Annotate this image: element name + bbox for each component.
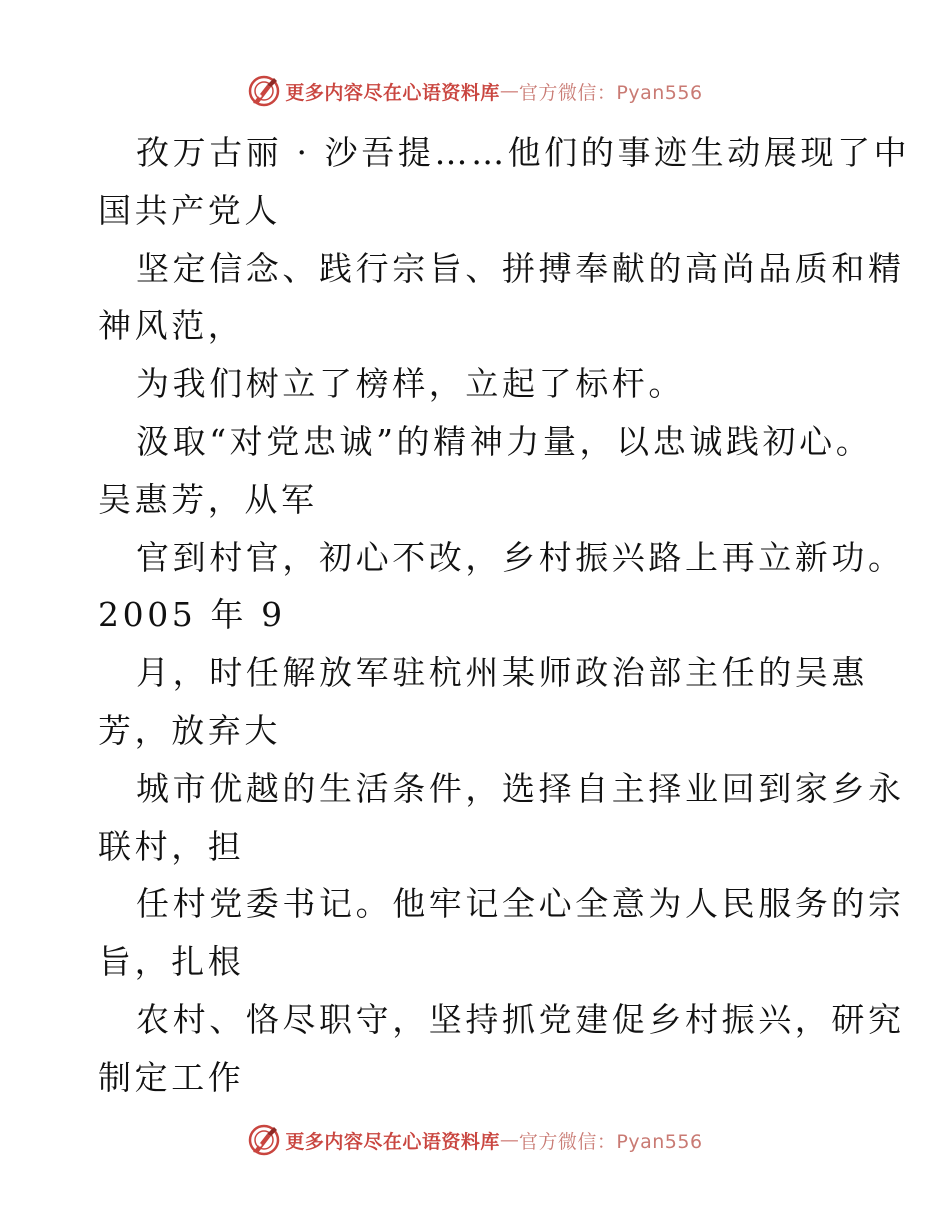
text-line: 国共产党人 <box>98 190 281 230</box>
text-line: 官到村官，初心不改，乡村振兴路上再立新功。 <box>136 537 905 577</box>
text-line: 月，时任解放军驻杭州某师政治部主任的吴惠 <box>136 653 868 693</box>
footer-banner <box>0 1120 950 1160</box>
text-line: 联村，担 <box>98 826 245 866</box>
footer-dash: — <box>499 1129 519 1151</box>
text-line: 吴惠芳，从军 <box>98 479 318 519</box>
text-line: 城市优越的生活条件，选择自主择业回到家乡永 <box>136 768 905 808</box>
footer-banner-content <box>247 1123 702 1157</box>
text-line: 制定工作 <box>98 1057 245 1097</box>
text-line: 孜万古丽 · 沙吾提……他们的事迹生动展现了中 <box>136 133 911 172</box>
text-line: 坚定信念、践行宗旨、拼搏奉献的高尚品质和精 <box>136 248 905 288</box>
text-line: 神风范， <box>98 306 245 346</box>
pen-logo-icon <box>247 1123 281 1157</box>
pen-logo-icon <box>247 74 281 108</box>
footer-brand-text: 更多内容尽在心语资料库 <box>285 1130 500 1153</box>
text-line: 2005 年 9 <box>98 595 286 635</box>
header-brand-text: 更多内容尽在心语资料库 <box>285 81 500 104</box>
text-line: 任村党委书记。他牢记全心全意为人民服务的宗 <box>136 884 905 924</box>
header-dash: — <box>499 80 519 102</box>
text-line: 农村、恪尽职守，坚持抓党建促乡村振兴，研究 <box>136 999 905 1039</box>
header-banner <box>0 71 950 111</box>
header-contact-text: 官方微信：Pyan556 <box>518 81 703 104</box>
text-line: 芳，放弃大 <box>98 710 281 750</box>
text-line: 旨，扎根 <box>98 942 245 982</box>
text-line: 为我们树立了榜样，立起了标杆。 <box>136 364 685 404</box>
document-body <box>98 124 911 1107</box>
footer-contact-text: 官方微信：Pyan556 <box>518 1130 703 1153</box>
text-line: 汲取“对党忠诚”的精神力量，以忠诚践初心。 <box>136 421 873 461</box>
header-banner-content <box>247 74 702 108</box>
